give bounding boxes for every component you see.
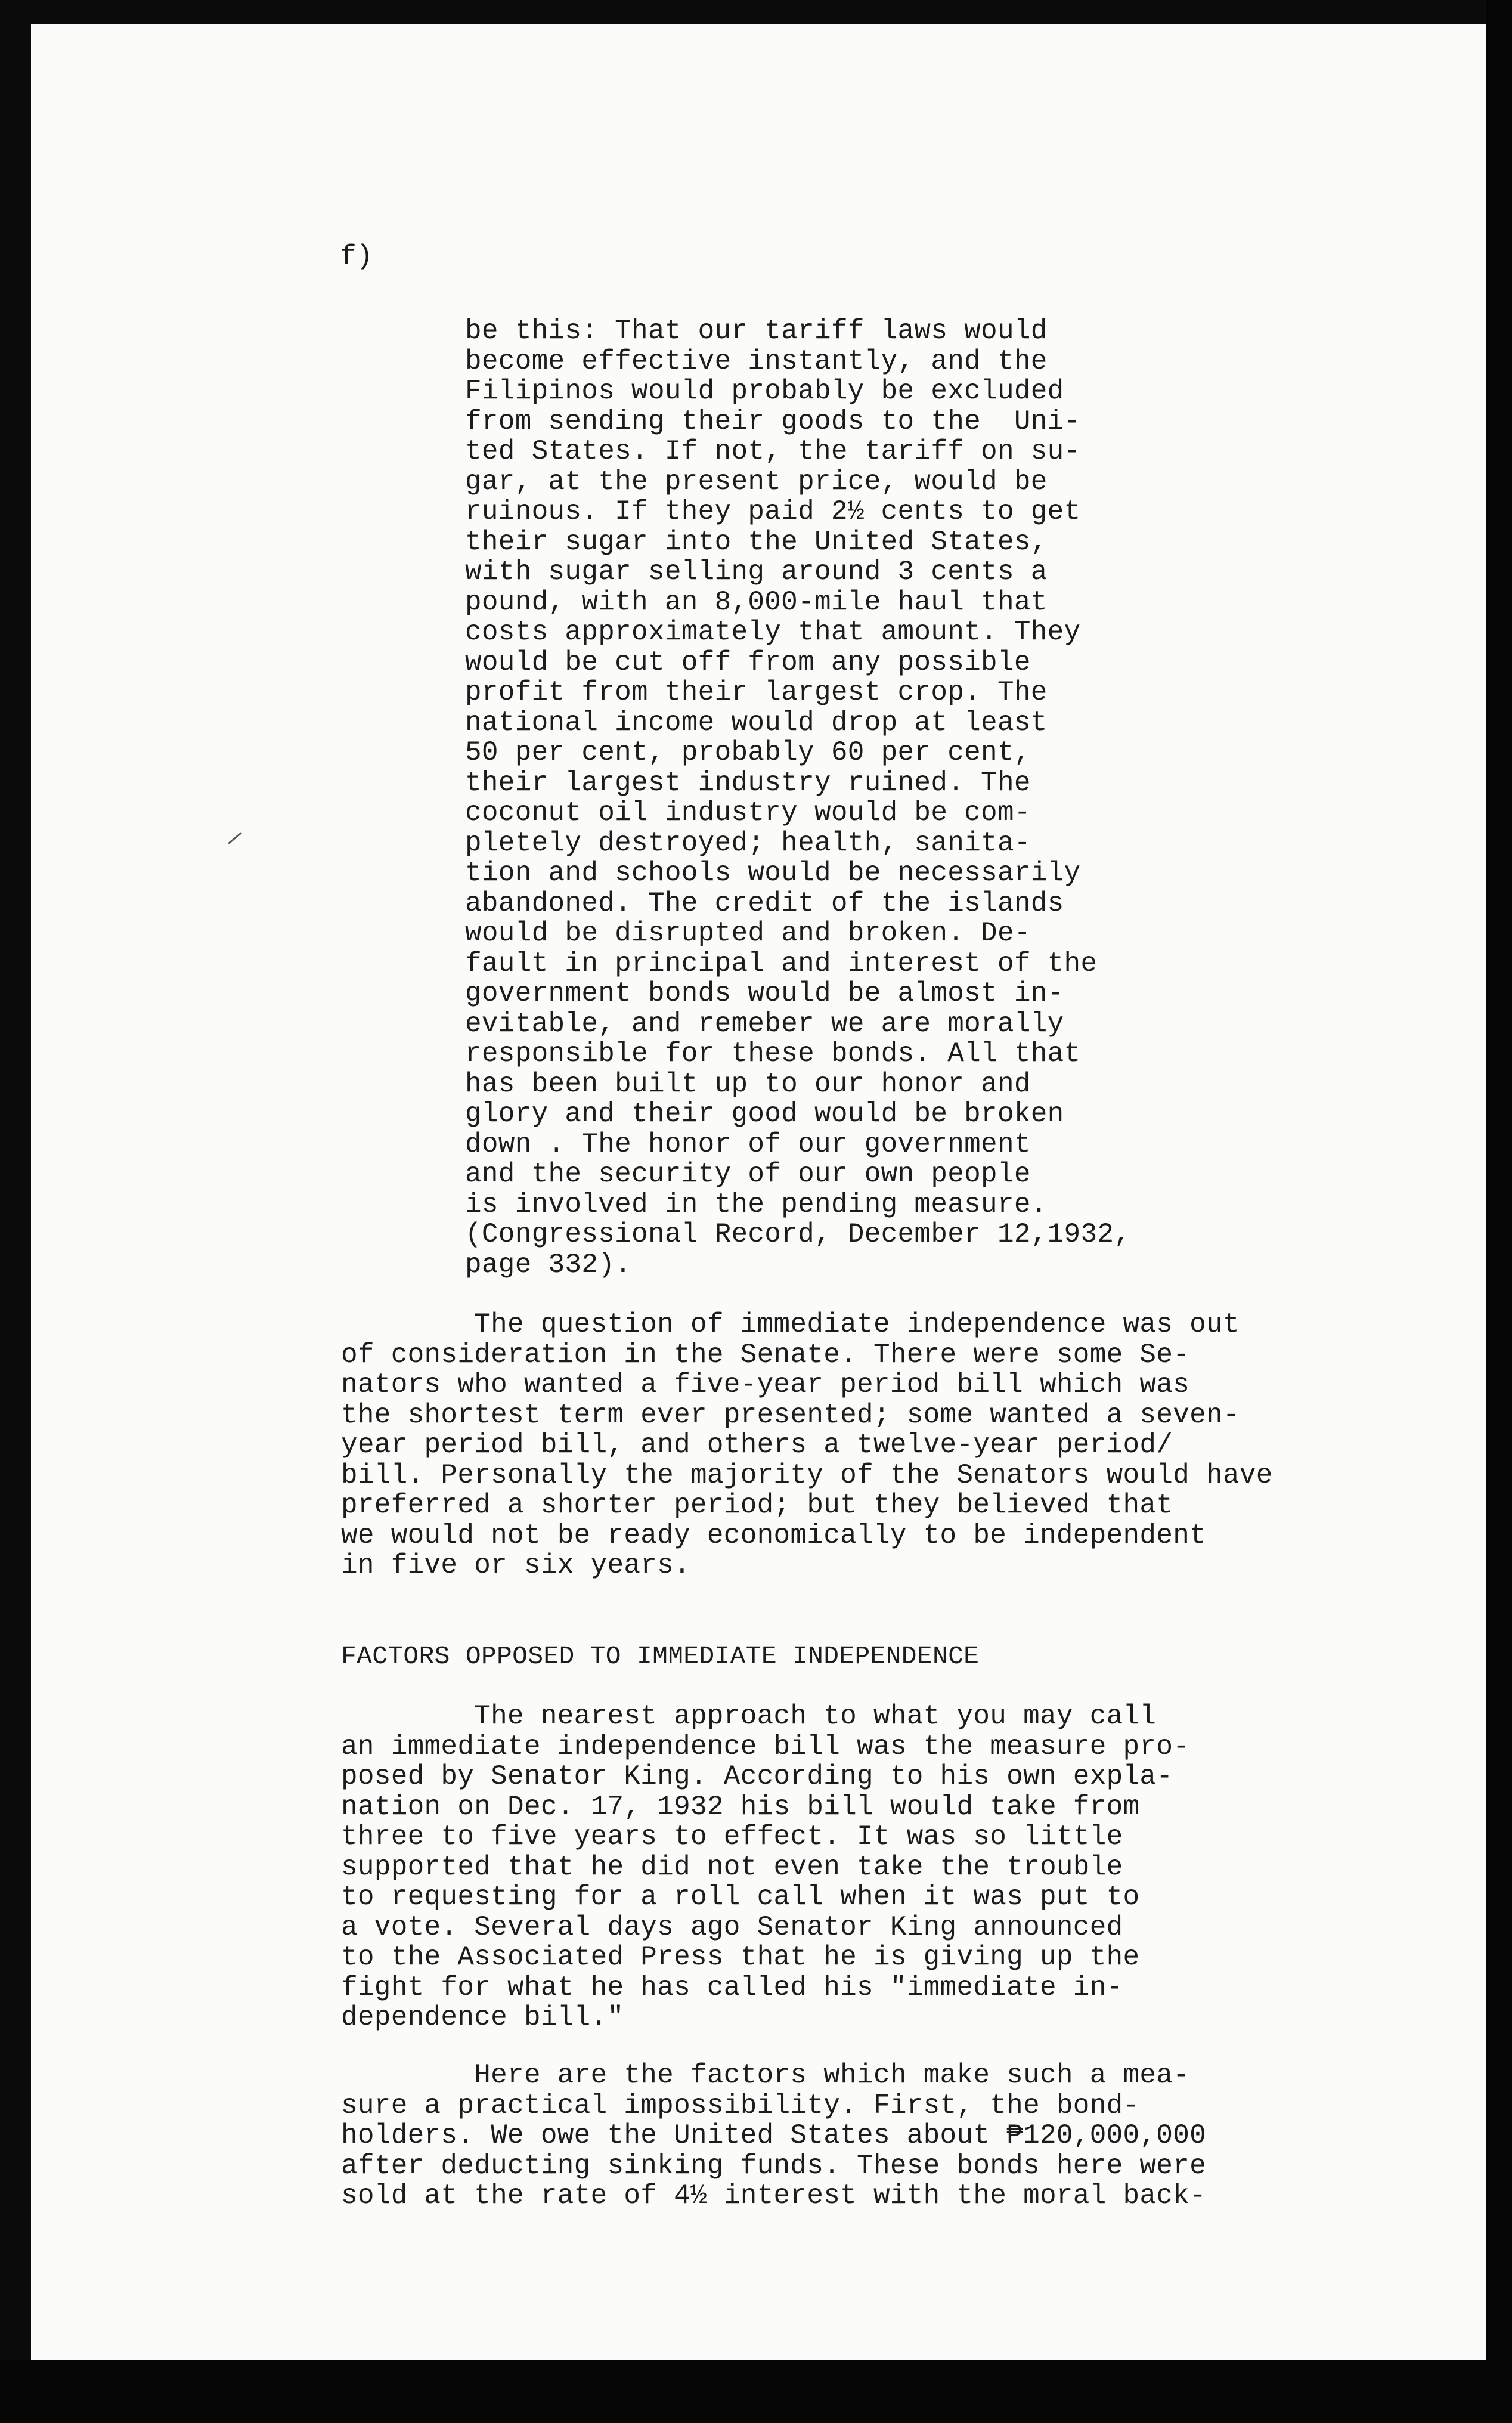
text-line: the shortest term ever presented; some wanted a seven- [341, 1399, 1240, 1431]
text-line: profit from their largest crop. The [465, 677, 1048, 708]
text-line: has been built up to our honor and [465, 1068, 1031, 1100]
text-line: from sending their goods to the Uni- [465, 406, 1081, 437]
text-line: 50 per cent, probably 60 per cent, [465, 737, 1031, 768]
paragraph-immediate-independence [341, 1310, 1273, 1581]
text-line: after deducting sinking funds. These bonds here were [341, 2150, 1207, 2181]
text-line: year period bill, and others a twelve-year period/ [341, 1429, 1173, 1460]
text-line: glory and their good would be broken [465, 1098, 1064, 1130]
text-line: ruinous. If they paid 2½ cents to get [465, 496, 1081, 527]
text-line: costs approximately that amount. They [465, 617, 1081, 648]
text-line: fault in principal and interest of the [465, 948, 1098, 979]
page-marker: f) [340, 241, 373, 272]
text-line: is involved in the pending measure. [465, 1189, 1048, 1220]
text-line: ted States. If not, the tariff on su- [465, 436, 1081, 467]
text-line: would be cut off from any possible [465, 646, 1031, 678]
text-line: fight for what he has called his "immediate in- [341, 1972, 1123, 2003]
text-line: responsible for these bonds. All that [465, 1038, 1081, 1069]
text-line: pletely destroyed; health, sanita- [465, 827, 1031, 859]
text-line: tion and schools would be necessarily [465, 858, 1081, 889]
text-line: page 332). [465, 1249, 632, 1280]
text-line: be this: That our tariff laws would [465, 315, 1048, 346]
paragraph-senator-king [341, 1701, 1189, 2033]
text-line: and the security of our own people [465, 1159, 1031, 1190]
text-line: preferred a shorter period; but they believed that [341, 1490, 1173, 1521]
text-line: a vote. Several days ago Senator King announced [341, 1911, 1123, 1943]
text-line: evitable, and remeber we are morally [465, 1008, 1064, 1039]
text-line: government bonds would be almost in- [465, 978, 1064, 1009]
text-line: gar, at the present price, would be [465, 466, 1048, 497]
text-line: of consideration in the Senate. There were some Se- [341, 1339, 1190, 1370]
paragraph-factors [341, 2060, 1206, 2211]
text-line: an immediate independence bill was the measure pro- [341, 1731, 1190, 1762]
block-quote [465, 316, 1130, 1280]
text-line: to the Associated Press that he is giving up the [341, 1942, 1140, 1973]
text-line: sure a practical impossibility. First, the bond- [341, 2090, 1140, 2121]
text-line: nators who wanted a five-year period bill which was [341, 1369, 1190, 1400]
text-line: Here are the factors which make such a mea- [341, 2060, 1190, 2091]
text-line: Filipinos would probably be excluded [465, 376, 1064, 407]
text-line: their sugar into the United States, [465, 526, 1048, 558]
text-line: pound, with an 8,000-mile haul that [465, 586, 1048, 618]
text-line: we would not be ready economically to be independent [341, 1520, 1207, 1551]
text-line: abandoned. The credit of the islands [465, 887, 1064, 919]
text-line: (Congressional Record, December 12,1932, [465, 1219, 1131, 1250]
text-line: three to five years to effect. It was so little [341, 1821, 1123, 1852]
section-heading: FACTORS OPPOSED TO IMMEDIATE INDEPENDENCE [341, 1642, 980, 1671]
text-line: The nearest approach to what you may call [341, 1701, 1157, 1732]
text-line: nation on Dec. 17, 1932 his bill would take from [341, 1791, 1140, 1822]
text-line: with sugar selling around 3 cents a [465, 556, 1048, 587]
text-line: dependence bill." [341, 2002, 624, 2033]
text-line: become effective instantly, and the [465, 345, 1048, 377]
text-line: bill. Personally the majority of the Senators would have [341, 1459, 1273, 1491]
text-line: The question of immediate independence was out [341, 1309, 1240, 1340]
text-line: holders. We owe the United States about ₱120,000,000 [341, 2120, 1207, 2151]
text-line: their largest industry ruined. The [465, 767, 1031, 799]
text-line: sold at the rate of 4½ interest with the moral back- [341, 2180, 1207, 2211]
text-line: posed by Senator King. According to his own expla- [341, 1761, 1173, 1792]
text-line: in five or six years. [341, 1550, 690, 1581]
text-line: coconut oil industry would be com- [465, 797, 1031, 828]
text-line: would be disrupted and broken. De- [465, 918, 1031, 949]
scan-bottom-edge [0, 2360, 1512, 2423]
text-line: supported that he did not even take the trouble [341, 1851, 1123, 1883]
text-line: down . The honor of our government [465, 1128, 1031, 1160]
text-line: to requesting for a roll call when it was put to [341, 1882, 1140, 1913]
text-line: national income would drop at least [465, 707, 1048, 738]
scan-border [1486, 0, 1512, 2423]
